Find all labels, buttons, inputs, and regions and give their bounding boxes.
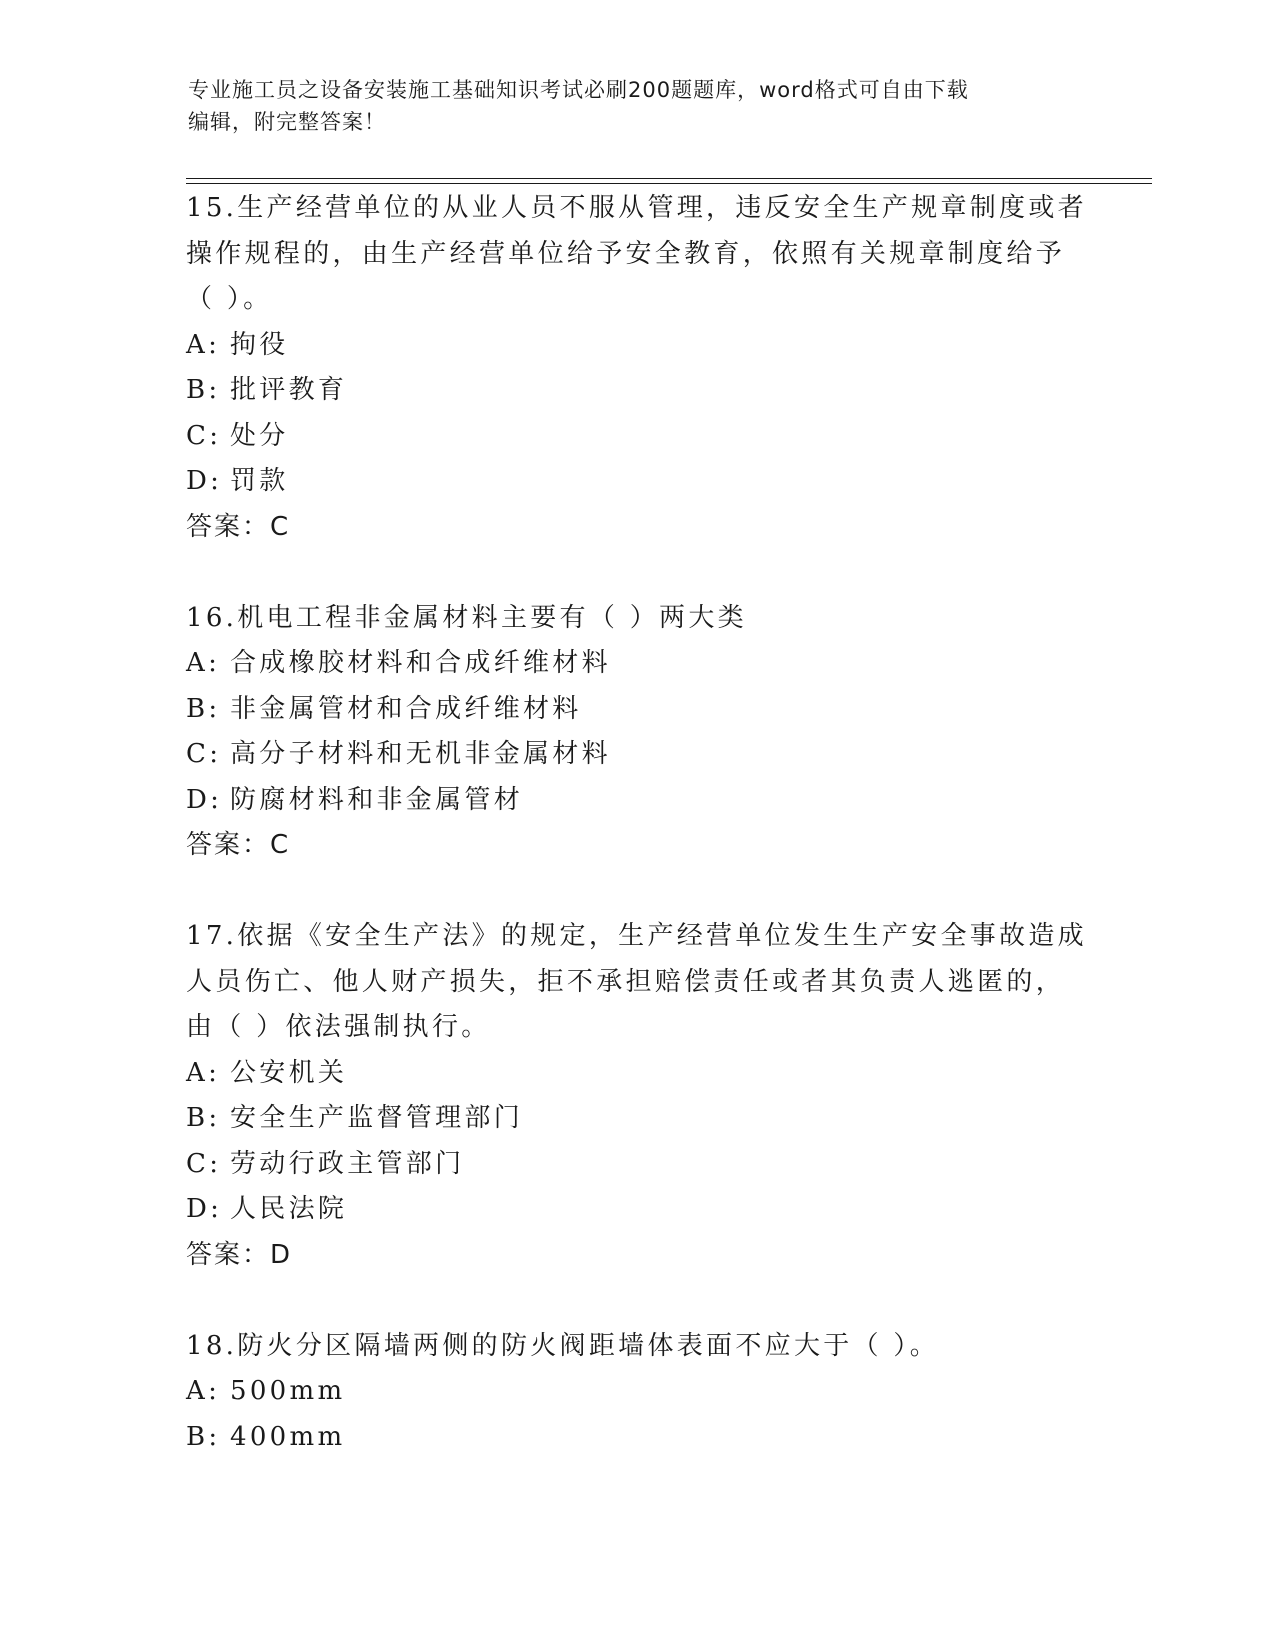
option-letter: A:: [186, 1057, 221, 1088]
option-letter: A:: [186, 648, 221, 678]
question-text-line: （ ）。: [186, 284, 273, 314]
option-text: 人民法院: [230, 1194, 348, 1224]
option-d: [186, 459, 1086, 505]
option-text: 防腐材料和非金属管材: [230, 784, 524, 815]
question-15: [186, 186, 1086, 550]
question-text-line: 15.生产经营单位的从业人员不服从管理，违反安全生产规章制度或者: [186, 193, 1087, 223]
option-text: 拘役: [230, 329, 289, 360]
document-header: [188, 74, 1088, 138]
option-b: [186, 368, 1086, 414]
option-text: 处分: [230, 420, 289, 451]
option-d: [186, 1187, 1086, 1233]
option-a: [186, 1051, 1086, 1097]
option-b: [186, 687, 1086, 733]
question-text: [186, 1324, 1086, 1370]
question-text: [186, 596, 1086, 642]
option-text: 罚款: [230, 466, 289, 496]
option-d: [186, 778, 1086, 824]
option-a: [186, 641, 1086, 687]
question-gap: [186, 1278, 1086, 1324]
option-letter: D:: [186, 1194, 223, 1224]
option-c: [186, 414, 1086, 460]
option-letter: C:: [186, 420, 222, 451]
question-text: [186, 186, 1086, 323]
question-text-line: 人员伤亡、他人财产损失，拒不承担赔偿责任或者其负责人逃匿的，: [186, 966, 1066, 997]
header-line-2: 编辑，附完整答案！: [188, 110, 386, 134]
option-text: 400mm: [230, 1421, 346, 1452]
question-text: [186, 914, 1086, 1051]
question-gap: [186, 869, 1086, 915]
question-text-line: 17.依据《安全生产法》的规定，生产经营单位发生生产安全事故造成: [186, 921, 1087, 951]
question-list: [186, 186, 1086, 1460]
question-16: [186, 596, 1086, 869]
question-text-line: 由（ ）依法强制执行。: [186, 1012, 491, 1042]
option-text: 非金属管材和合成纤维材料: [230, 693, 582, 724]
option-letter: B:: [186, 693, 221, 724]
option-letter: A:: [186, 329, 221, 360]
question-text-line: 操作规程的，由生产经营单位给予安全教育，依照有关规章制度给予: [186, 238, 1066, 269]
header-rule-bottom: [186, 183, 1152, 184]
option-c: [186, 732, 1086, 778]
option-a: [186, 1369, 1086, 1415]
question-17: [186, 914, 1086, 1278]
option-text: 劳动行政主管部门: [230, 1148, 465, 1179]
answer-line: 答案：C: [186, 830, 291, 860]
option-letter: B:: [186, 1103, 221, 1133]
option-letter: A:: [186, 1376, 221, 1406]
option-b: [186, 1096, 1086, 1142]
question-text-line: 18.防火分区隔墙两侧的防火阀距墙体表面不应大于（ ）。: [186, 1330, 940, 1361]
option-c: [186, 1142, 1086, 1188]
question-18: [186, 1324, 1086, 1461]
option-text: 合成橡胶材料和合成纤维材料: [230, 648, 611, 678]
answer-line: 答案：D: [186, 1239, 293, 1270]
option-letter: B:: [186, 1421, 221, 1452]
option-b: [186, 1415, 1086, 1461]
option-a: [186, 323, 1086, 369]
option-letter: C:: [186, 739, 222, 769]
option-letter: B:: [186, 375, 221, 405]
header-rule-top: [186, 178, 1152, 179]
answer-line: 答案：C: [186, 511, 291, 542]
question-gap: [186, 550, 1086, 596]
option-letter: D:: [186, 784, 223, 815]
option-text: 批评教育: [230, 375, 348, 405]
option-letter: D:: [186, 466, 223, 496]
option-text: 高分子材料和无机非金属材料: [230, 739, 611, 769]
option-text: 500mm: [230, 1376, 346, 1406]
option-text: 安全生产监督管理部门: [230, 1103, 524, 1133]
question-text-line: 16.机电工程非金属材料主要有（ ）两大类: [186, 602, 747, 633]
header-line-1: 专业施工员之设备安装施工基础知识考试必刷200题题库，word格式可自由下载: [188, 78, 969, 102]
option-text: 公安机关: [230, 1057, 348, 1088]
option-letter: C:: [186, 1148, 222, 1179]
